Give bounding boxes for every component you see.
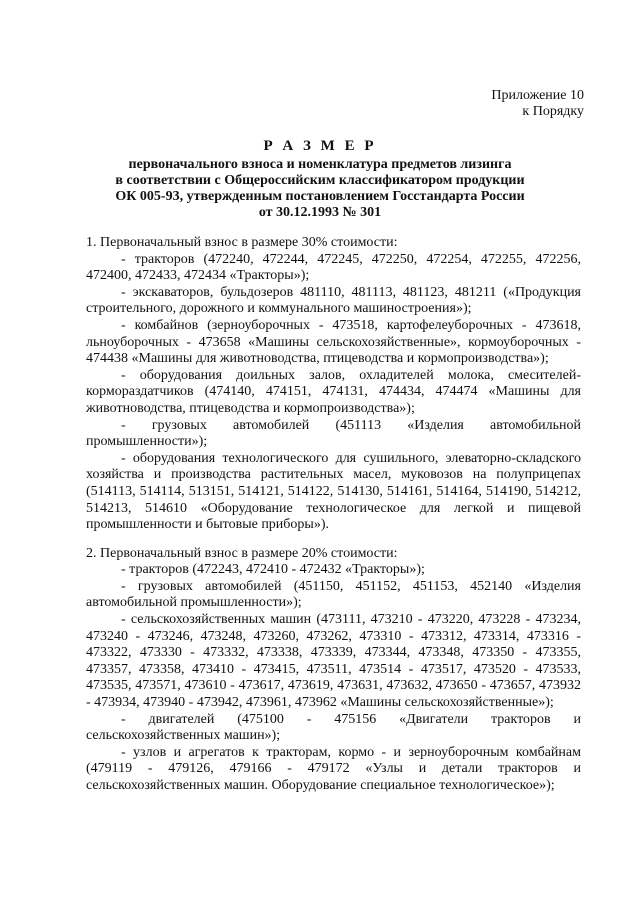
heading-line-1: первоначального взноса и номенклатура предметов лизинга bbox=[128, 157, 512, 172]
list-item: - грузовых автомобилей (451113 «Изделия автомобильной промышленности»); bbox=[86, 417, 581, 450]
section-heading: 2. Первоначальный взнос в размере 20% стоимости: bbox=[86, 545, 398, 561]
appendix-reference bbox=[491, 88, 584, 120]
list-item: - комбайнов (зерноуборочных - 473518, картофелеуборочных - 473618, льноуборочных - 473658 «Машины сельскохозяйственные», кормоуборочных - 474438 «Машины для животноводства, птицеводства и кормопроизводства»); bbox=[86, 317, 581, 367]
heading-line-4: от 30.12.1993 № 301 bbox=[258, 205, 382, 220]
list-item: - тракторов (472240, 472244, 472245, 472250, 472254, 472255, 472256, 472400, 472433, 472434 «Тракторы»); bbox=[86, 251, 581, 284]
heading-line-3: ОК 005-93, утвержденным постановлением Госстандарта России bbox=[115, 189, 525, 204]
document-title: Р А З М Е Р bbox=[263, 138, 377, 154]
list-item: - сельскохозяйственных машин (473111, 473210 - 473220, 473228 - 473234, 473240 - 473246, 473248, 473260, 473262, 473310 - 473312, 473314, 473316 - 473322, 473330 - 473332, 473338, 473339, 473344, 473348, 473350 - 473355, 473357, 473358, 473410 - 473415, 473511, 473514 - 473517, 473520 - 473533, 473535, 473571, 473610 - 473617, 473619, 473631, 473632, 473650 - 473657, 473932 - 473934, 473940 - 473942, 473961, 473962 «Машины сельскохозяйственные»); bbox=[86, 612, 581, 711]
appendix-parent-doc: к Порядку bbox=[522, 104, 584, 119]
document-heading bbox=[0, 138, 640, 221]
list-item: - оборудования технологического для сушильного, элеваторно-складского хозяйства и производства растительных масел, муковозов на полуприцепах (514113, 514114, 513151, 514121, 514122, 514130, 514161, 514164, 514190, 514212, 514213, 514610 «Оборудование технологическое для легкой и пищевой промышленности и бытовые приборы»). bbox=[86, 450, 581, 533]
list-item: - грузовых автомобилей (451150, 451152, 451153, 452140 «Изделия автомобильной промышленности»); bbox=[86, 578, 581, 611]
list-item: - узлов и агрегатов к тракторам, кормо - и зерноуборочным комбайнам (479119 - 479126, 479166 - 479172 «Узлы и детали тракторов и сельскохозяйственных машин. Оборудование специальное технологическое»); bbox=[86, 744, 581, 793]
heading-line-2: в соответствии с Общероссийским классификатором продукции bbox=[115, 173, 525, 188]
section-2 bbox=[86, 546, 581, 795]
document-body bbox=[86, 235, 581, 795]
section-heading: 1. Первоначальный взнос в размере 30% стоимости: bbox=[86, 235, 398, 250]
appendix-number: Приложение 10 bbox=[491, 88, 584, 103]
list-item: - экскаваторов, бульдозеров 481110, 481113, 481123, 481211 («Продукция строительного, дорожного и коммунального машиностроения»); bbox=[86, 284, 581, 317]
list-item: - тракторов (472243, 472410 - 472432 «Тракторы»); bbox=[121, 562, 425, 578]
list-item: - оборудования доильных залов, охладителей молока, смесителей-кормораздатчиков (474140, 474151, 474131, 474434, 474474 «Машины для животноводства, птицеводства и кормопроизводства»); bbox=[86, 367, 581, 416]
list-item: - двигателей (475100 - 475156 «Двигатели тракторов и сельскохозяйственных машин»); bbox=[86, 711, 581, 744]
section-1 bbox=[86, 235, 581, 534]
